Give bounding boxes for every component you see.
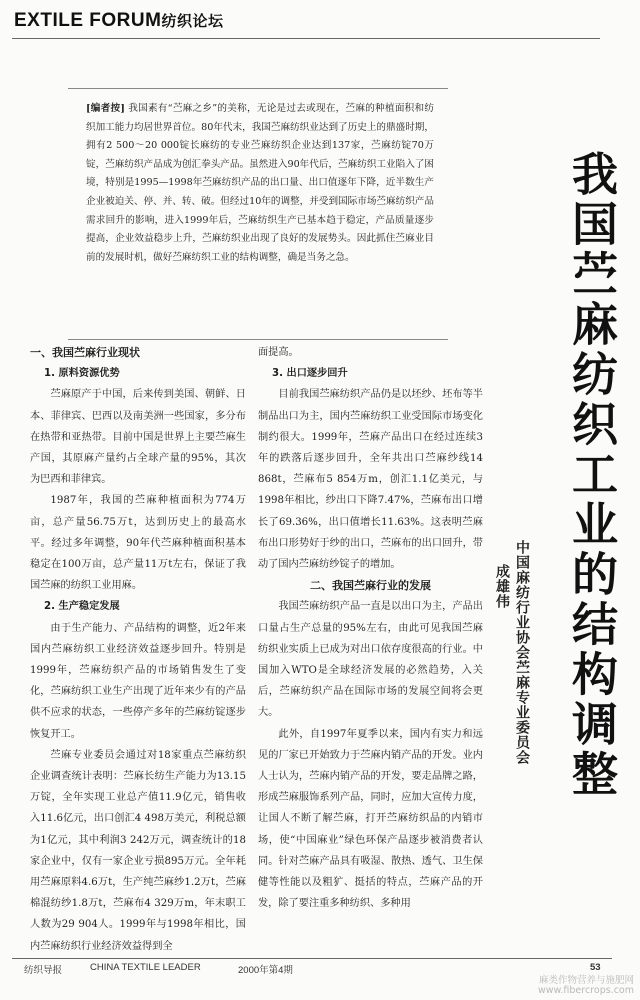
footer-issue: 2000年第4期: [238, 965, 293, 976]
editor-note-tag: [编者按]: [86, 103, 125, 114]
section-heading-1: 一、我国苎麻行业现状: [30, 346, 140, 359]
section-header-en: EXTILE FORUM: [14, 10, 162, 31]
section-header-cn: 纺织论坛: [161, 12, 224, 30]
subheading-resources: 1. 原料资源优势: [44, 368, 120, 380]
paragraph: 苎麻原产于中国，后来传到美国、朝鲜、日本、菲律宾、巴西以及南美洲一些国家，多分布在热带和亚热带。目前中国是世界上主要苎麻生产国，其原麻产量约占全球产量的95%，其次为巴西和菲律宾。: [30, 389, 246, 486]
author-name: 成雄伟: [494, 564, 510, 609]
paragraph: 此外，自1997年夏季以来，国内有实力和远见的厂家已开始致力于苎麻内销产品的开发。业内人士认为，苎麻内销产品的开发，要走品牌之路，形成苎麻服饰系列产品，同时，应加大宣传力度，让国人不断了解苎麻，打开苎麻纺织品的内销市场，使“中国麻业”绿色环保产品逐步被消费者认同。针对苎麻产品具有吸湿、散热、透气、卫生保健等性能以及粗犷、挺括的特点，苎麻产品的开发，除了要注重多种纺织、多种用: [258, 728, 483, 910]
header-rule: [12, 38, 600, 39]
article-title: 我国苎麻纺织工业的结构调整: [565, 150, 619, 800]
paragraph: 由于生产能力、产品结构的调整，近2年来国内苎麻纺织工业经济效益逐步回升。特别是1999年，苎麻纺织产品的市场销售发生了变化，苎麻纺织工业生产出现了近年来少有的产品供不应求的状态，一些停产多年的苎麻纺锭逐步恢复开工。: [30, 622, 246, 740]
editor-note-text: 我国素有“苎麻之乡”的美称，无论是过去或现在，苎麻的种植面积和纺织加工能力均居世界首位。80年代末，我国苎麻纺织业达到了历史上的鼎盛时期，拥有2 500～20 000锭长麻纺的专业苎麻纺织企业达到137家，苎麻纺锭70万锭，苎麻纺织产品成为创汇拳头产品。虽然进入90年代后，苎麻纺织工业陷入了困境，特别是1995—1998年苎麻纺织产品的出口量、出口值逐年下降，近半数生产企业被迫关、停、并、转、破。但经过10年的调整，并受到国际市场苎麻纺织产品需求回升的影响，进入1999年后，苎麻纺织生产已基本趋于稳定，产品质量逐步提高，企业效益稳步上升，苎麻纺织业出现了良好的发展势头。因此抓住苎麻业目前的发展时机，做好苎麻纺织工业的结构调整，确是当务之急。: [86, 103, 434, 263]
left-column: [30, 342, 246, 957]
subheading-production: 2. 生产稳定发展: [44, 601, 120, 613]
editor-note: [86, 100, 434, 267]
paragraph: 我国苎麻纺织产品一直是以出口为主，产品出口量占生产总量的95%左右，由此可见我国苎麻纺织业实质上已成为对出口依存度很高的行业。中国加入WTO是全球经济发展的必然趋势，入关后，苎麻纺织产品在国际市场的发展空间将会更大。: [258, 601, 483, 719]
author-block: [492, 540, 532, 870]
watermark-line-2: www.fibercrops.com: [537, 985, 634, 996]
paragraph: 1987年，我国的苎麻种植面积为774万亩，总产量56.75万t，达到历史上的最高水平。经过多年调整，90年代苎麻种植面积基本稳定在100万亩，总产量11万t左右，保证了我国苎麻的纺织工业用麻。: [30, 495, 246, 592]
footer-journal-en: CHINA TEXTILE LEADER: [90, 962, 201, 973]
section-header: [14, 10, 223, 32]
footer-journal-cn: 纺织导报: [24, 965, 63, 976]
middle-column: [258, 342, 483, 914]
footer-rule: [12, 958, 612, 959]
page-number: 53: [590, 962, 601, 973]
author-org: 中国麻纺行业协会苎麻专业委员会: [514, 540, 530, 765]
paragraph: 目前我国苎麻纺织产品仍是以坯纱、坯布等半制品出口为主，国内苎麻纺织工业受国际市场变化制约很大。1999年，苎麻产品出口在经过连续3年的跌落后逐步回升，全年共出口苎麻纱线14 868t，苎麻布5 854万m，创汇1.1亿美元，与1998年相比，纱出口下降7.47%，苎麻布出口增长了69.36%，出口值增长11.63%。这表明苎麻布出口形势好于纱的出口，苎麻布的出口回升，带动了国内苎麻纺纱锭子的增加。: [258, 389, 483, 571]
paragraph-continued: 面提高。: [258, 347, 299, 358]
subheading-export: 3. 出口逐步回升: [272, 368, 348, 380]
section-heading-2: 二、我国苎麻行业的发展: [310, 579, 431, 593]
paragraph: 苎麻专业委员会通过对18家重点苎麻纺织企业调查统计表明：苎麻长纺生产能力为13.15万锭，全年实现工业总产值11.9亿元，销售收入11.6亿元，出口创汇4 498万美元，利税总额为1亿元，其中利润3 242万元，调查统计的18家企业中，仅有一家企业亏损895万元。全年耗用苎麻原料4.6万t，生产纯苎麻纱1.2万t，苎麻棉混纺纱1.8万t，苎麻布4 329万m，年末职工人数为29 904人。1999年与1998年相比，国内苎麻纺织行业经济效益得到全: [30, 749, 246, 952]
watermark-line-1: 麻类作物营养与施肥网: [538, 975, 634, 986]
